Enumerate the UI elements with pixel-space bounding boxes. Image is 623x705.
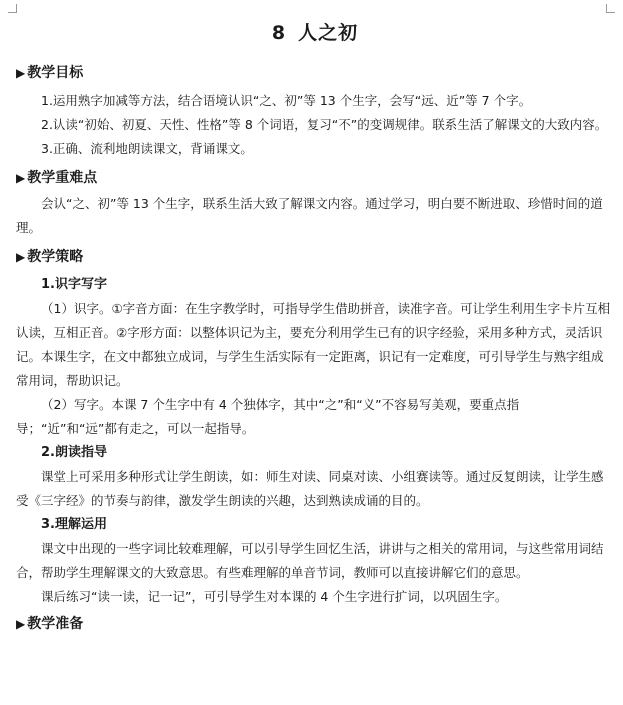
section-heading-key <box>16 167 614 189</box>
subheading-understanding: 3.理解运用 <box>41 517 107 532</box>
subheading-reading: 2.朗读指导 <box>41 445 107 460</box>
strategy-paragraph: 课后练习“读一读，记一记”，可引导学生对本课的 4 个生字进行扩词，以巩固生字。 <box>41 589 508 604</box>
section-heading-text: 教学策略 <box>27 249 84 265</box>
strategy-paragraph: （2）写字。本课 7 个生字中有 4 个独体字，其中“之”和“义”不容易写美观，要重点指导；“近”和“远”都有走之，可以一起指导。 <box>16 397 520 436</box>
goal-item: 3.正确、流利地朗读课文，背诵课文。 <box>41 141 253 156</box>
page-title <box>16 18 614 48</box>
goal-item: 2.认读“初始、初夏、天性、性格”等 8 个词语，复习“不”的变调规律。联系生活了解课文的大致内容。 <box>41 117 608 132</box>
goal-item: 1.运用熟字加减等方法，结合语境认识“之、初”等 13 个生字，会写“远、近”等 7 个字。 <box>41 93 532 108</box>
lesson-number: 8 <box>271 22 287 44</box>
subheading-literacy: 1.识字写字 <box>41 277 107 292</box>
triangle-bullet-icon: ▶ <box>16 171 26 185</box>
section-heading-text: 教学目标 <box>27 65 84 81</box>
strategy-paragraph: 课文中出现的一些字词比较难理解，可以引导学生回忆生活，讲讲与之相关的常用词，与这些常用词结合，帮助学生理解课文的大致意思。有些难理解的单音节词，教师可以直接讲解它们的意思。 <box>16 541 604 580</box>
triangle-bullet-icon: ▶ <box>16 66 26 80</box>
triangle-bullet-icon: ▶ <box>16 250 26 264</box>
triangle-bullet-icon: ▶ <box>16 617 26 631</box>
section-heading-text: 教学准备 <box>27 616 84 632</box>
section-heading-strategy <box>16 246 614 268</box>
section-heading-goals <box>16 62 614 84</box>
section-heading-prep <box>16 613 614 635</box>
strategy-paragraph: （1）识字。①字音方面：在生字教学时，可指导学生借助拼音，读准字音。可让学生利用生字卡片互相认读，互相正音。②字形方面：以整体识记为主，要充分利用学生已有的识字经验，采用多种方式，灵活识记。本课生字，在文中都独立成词，与学生生活实际有一定距离，识记有一定难度，可引导学生与熟字组成常用词，帮助识记。 <box>16 301 611 388</box>
lesson-title: 人之初 <box>298 22 359 44</box>
key-paragraph: 会认“之、初”等 13 个生字，联系生活大致了解课文内容。通过学习，明白要不断进取、珍惜时间的道理。 <box>16 196 603 235</box>
document-page <box>16 0 614 635</box>
section-heading-text: 教学重难点 <box>27 170 98 186</box>
strategy-paragraph: 课堂上可采用多种形式让学生朗读，如：师生对读、同桌对读、小组赛读等。通过反复朗读，让学生感受《三字经》的节奏与韵律，激发学生朗读的兴趣，达到熟读成诵的目的。 <box>16 469 604 508</box>
